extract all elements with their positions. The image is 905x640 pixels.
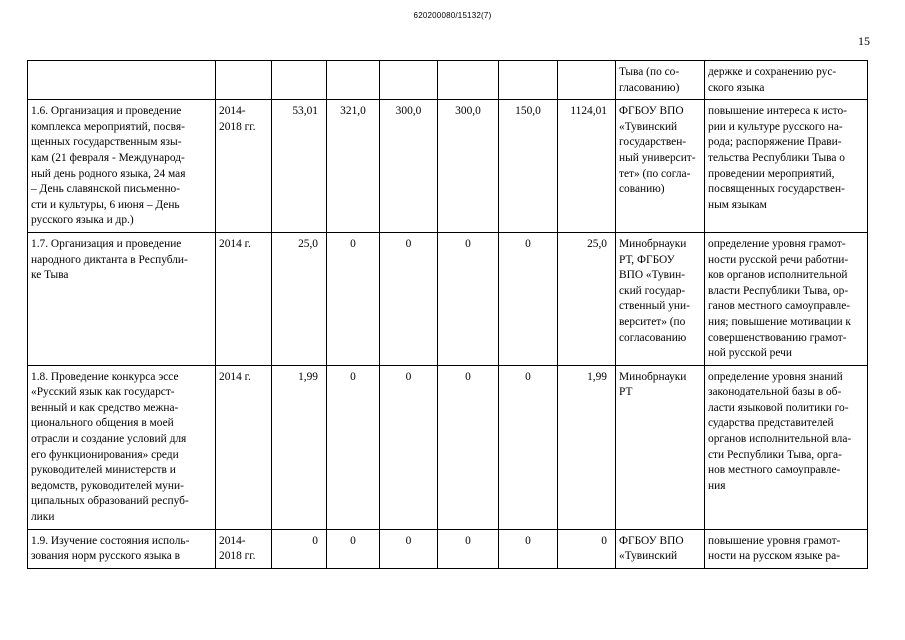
period-cell: 2014 г. xyxy=(216,232,272,365)
total-amount-cell xyxy=(558,61,616,100)
total-amount-cell: 25,0 xyxy=(558,232,616,365)
program-table xyxy=(27,60,868,569)
amount-cell xyxy=(327,61,380,100)
amount-cell: 53,01 xyxy=(272,100,327,233)
amount-cell: 0 xyxy=(380,365,438,529)
executor-cell: ФГБОУ ВПО «Тувинский государствен- ный университ- тет» (по согла- сованию) xyxy=(616,100,705,233)
period-cell: 2014 г. xyxy=(216,365,272,529)
amount-cell: 1,99 xyxy=(272,365,327,529)
amount-cell: 0 xyxy=(380,529,438,568)
amount-cell: 0 xyxy=(327,529,380,568)
expected-result-cell: повышение интереса к исто- рии и культуре русского на- рода; распоряжение Прави- тельства Республики Тыва о проведении мероприятий, посвященных государствен- ным языкам xyxy=(705,100,868,233)
amount-cell xyxy=(499,61,558,100)
amount-cell: 150,0 xyxy=(499,100,558,233)
table-row xyxy=(28,100,868,233)
period-cell: 2014- 2018 гг. xyxy=(216,100,272,233)
expected-result-cell: определение уровня знаний законодательной базы в об- ласти языковой политики го- сударства представителей органов исполнительной вла- сти Республики Тыва, орга- нов местного самоуправле- ния xyxy=(705,365,868,529)
executor-cell: Тыва (по со- гласованию) xyxy=(616,61,705,100)
period-cell: 2014- 2018 гг. xyxy=(216,529,272,568)
table-row xyxy=(28,232,868,365)
amount-cell xyxy=(380,61,438,100)
amount-cell: 0 xyxy=(499,232,558,365)
measure-name-cell xyxy=(28,61,216,100)
amount-cell: 321,0 xyxy=(327,100,380,233)
measure-name-cell: 1.9. Изучение состояния исполь- зования норм русского языка в xyxy=(28,529,216,568)
period-cell xyxy=(216,61,272,100)
table-row xyxy=(28,529,868,568)
expected-result-cell: определение уровня грамот- ности русской речи работни- ков органов исполнительной власти Республики Тыва, ор- ганов местного самоуправле- ния; повышение мотивации к совершенствованию грамот- ной русской речи xyxy=(705,232,868,365)
amount-cell: 0 xyxy=(272,529,327,568)
amount-cell: 0 xyxy=(499,529,558,568)
executor-cell: Минобрнауки РТ xyxy=(616,365,705,529)
expected-result-cell: держке и сохранению рус- ского языка xyxy=(705,61,868,100)
amount-cell: 0 xyxy=(499,365,558,529)
amount-cell: 0 xyxy=(327,232,380,365)
amount-cell: 0 xyxy=(327,365,380,529)
document-id: 620200080/15132(7) xyxy=(413,11,492,20)
measure-name-cell: 1.6. Организация и проведение комплекса мероприятий, посвя- щенных государственным язы- кам (21 февраля - Международ- ный день родного языка, 24 мая – День славянской письменно- сти и культуры, 6 июня – День русского языка и др.) xyxy=(28,100,216,233)
amount-cell: 300,0 xyxy=(438,100,499,233)
amount-cell: 0 xyxy=(438,232,499,365)
expected-result-cell: повышение уровня грамот- ности на русском языке ра- xyxy=(705,529,868,568)
amount-cell: 0 xyxy=(438,529,499,568)
total-amount-cell: 1124,01 xyxy=(558,100,616,233)
page-number: 15 xyxy=(858,34,870,48)
executor-cell: ФГБОУ ВПО «Тувинский xyxy=(616,529,705,568)
table-row xyxy=(28,365,868,529)
amount-cell: 25,0 xyxy=(272,232,327,365)
amount-cell xyxy=(272,61,327,100)
total-amount-cell: 1,99 xyxy=(558,365,616,529)
amount-cell: 0 xyxy=(380,232,438,365)
measure-name-cell: 1.7. Организация и проведение народного диктанта в Республи- ке Тыва xyxy=(28,232,216,365)
table-row xyxy=(28,61,868,100)
executor-cell: Минобрнауки РТ, ФГБОУ ВПО «Тувин- ский государ- ственный уни- верситет» (по согласованию xyxy=(616,232,705,365)
amount-cell: 300,0 xyxy=(380,100,438,233)
measure-name-cell: 1.8. Проведение конкурса эссе «Русский язык как государст- венный и как средство межна- ционального общения в моей отрасли и создание условий для его функционирования» среди руководителей министерств и ведомств, руководителей муни- ципальных образований респуб- лики xyxy=(28,365,216,529)
total-amount-cell: 0 xyxy=(558,529,616,568)
amount-cell xyxy=(438,61,499,100)
amount-cell: 0 xyxy=(438,365,499,529)
